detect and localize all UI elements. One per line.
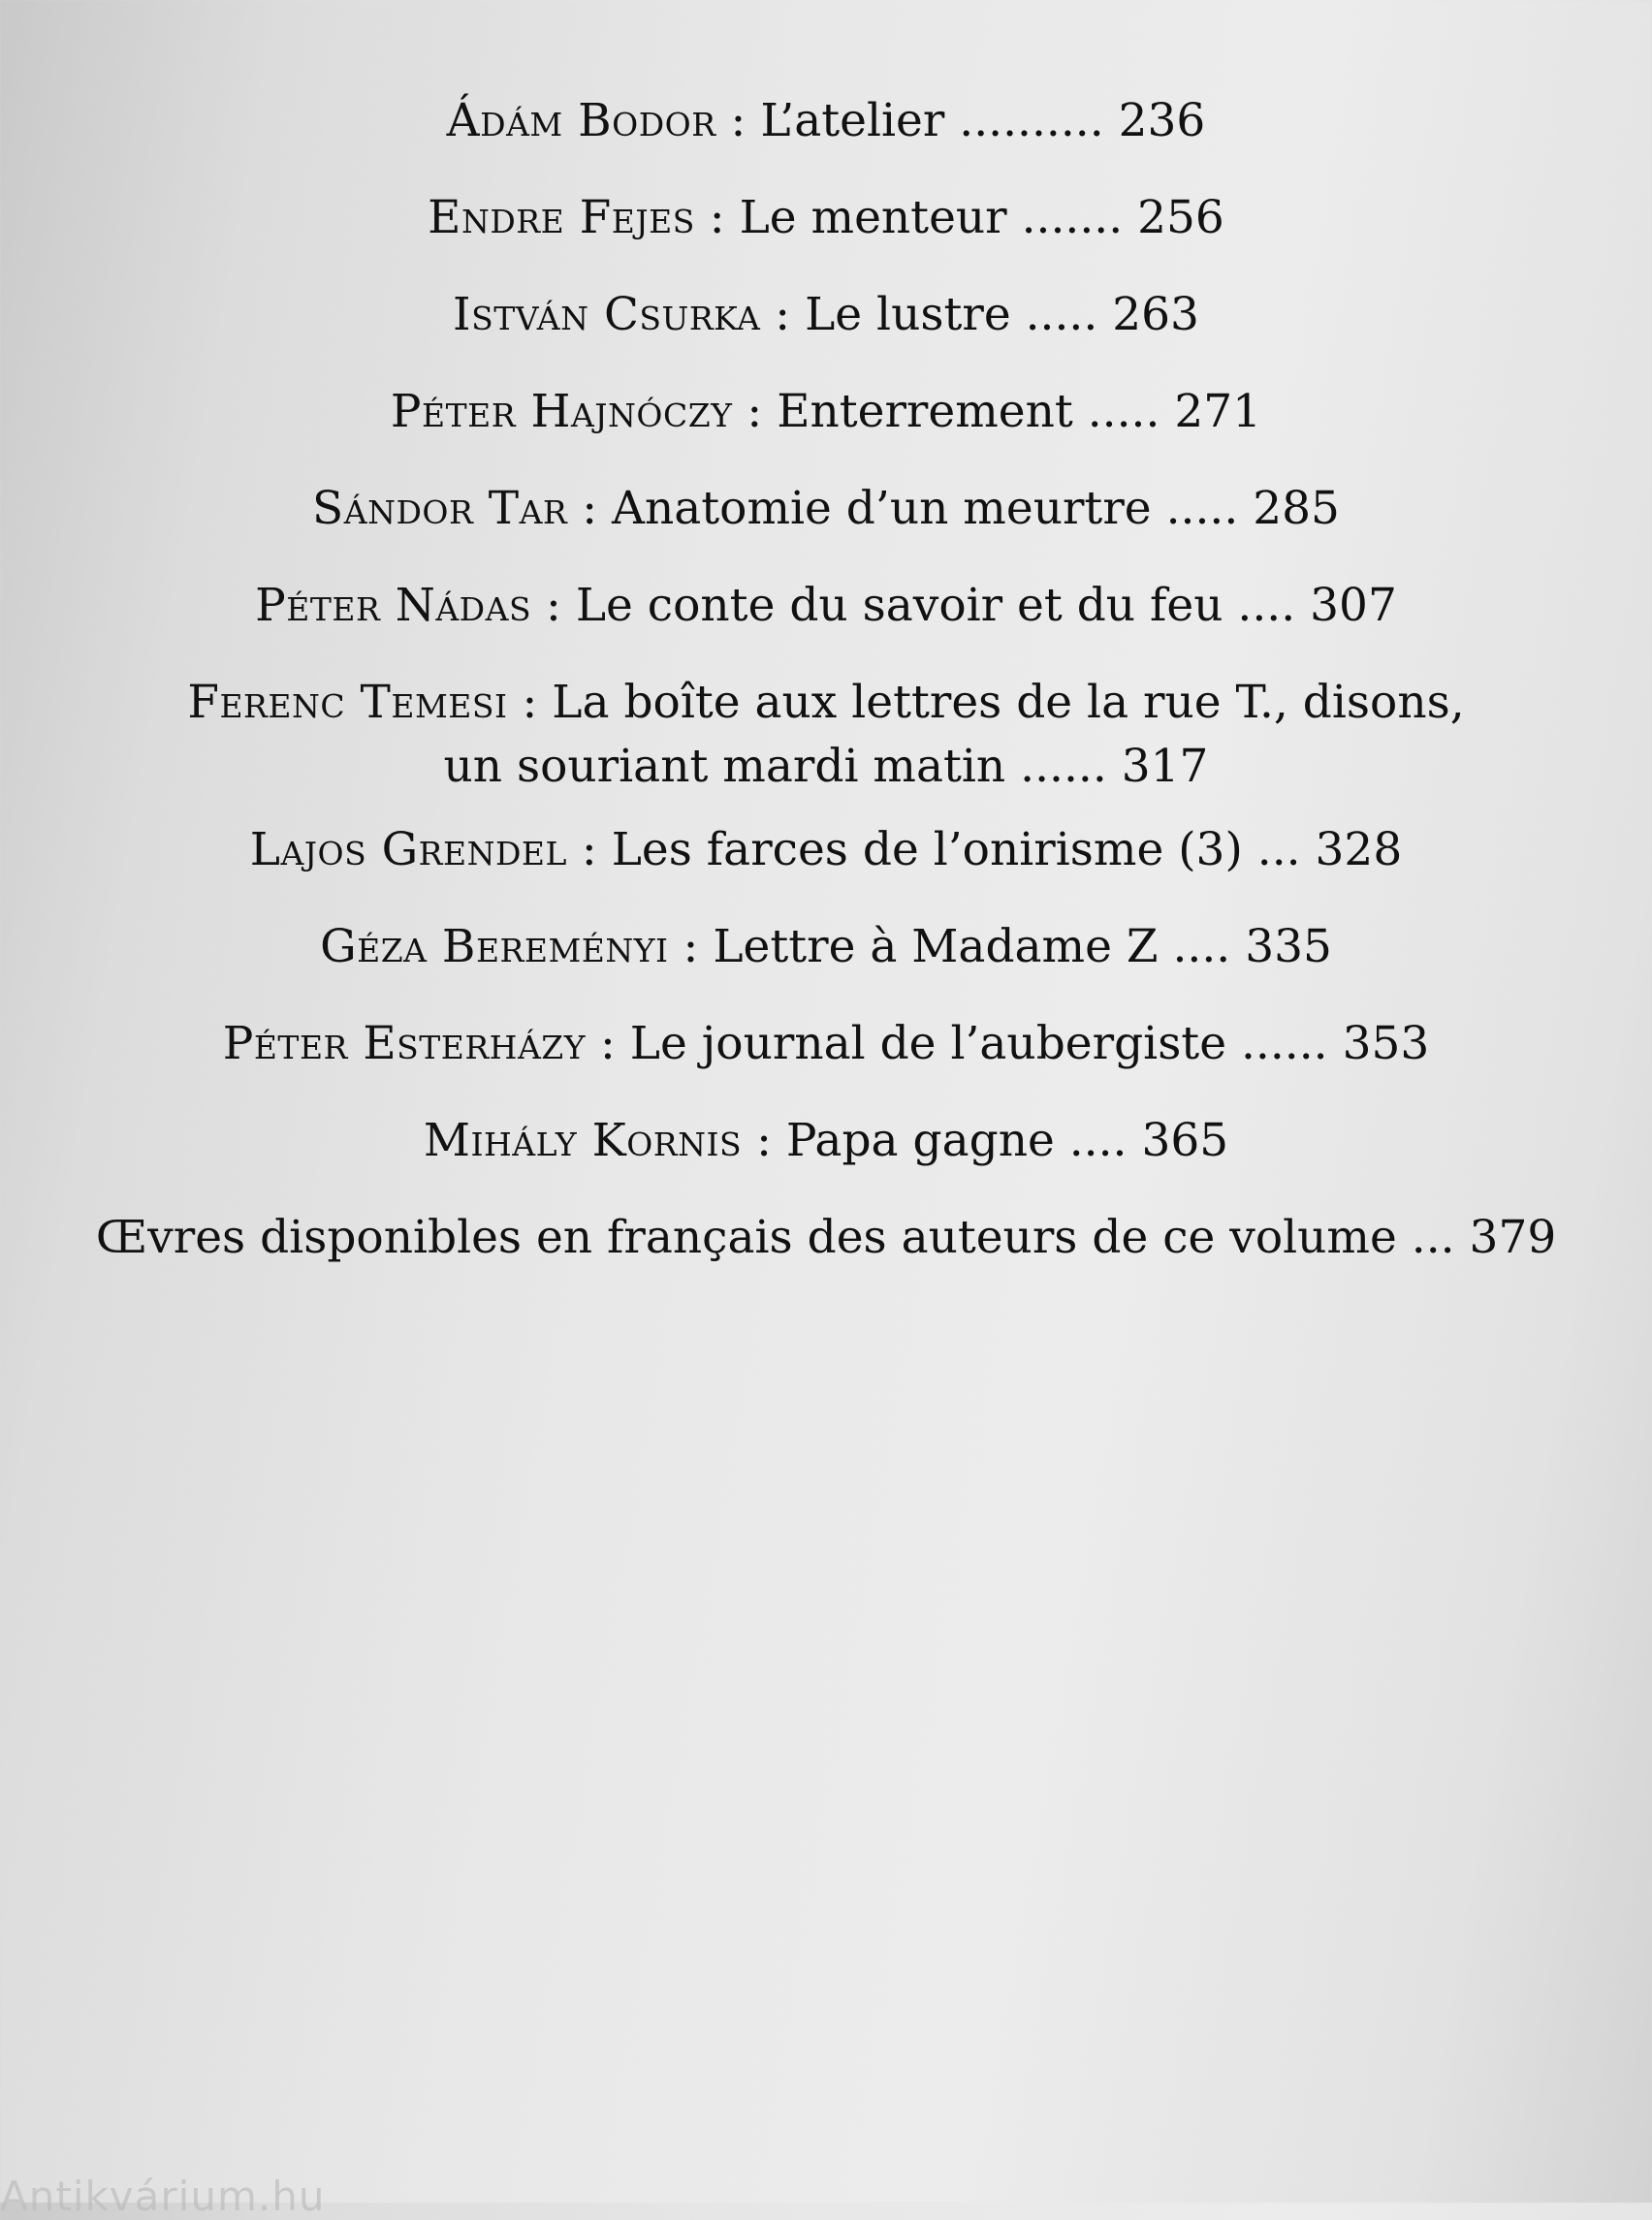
- toc-entry-grendel: [70, 818, 1582, 882]
- toc-page-number: 328: [1315, 823, 1403, 876]
- toc-separator: :: [582, 482, 598, 535]
- toc-leader-dots: ......: [1240, 1017, 1328, 1070]
- toc-page-number: 236: [1118, 94, 1206, 147]
- toc-title-line-2: un souriant mardi matin: [443, 740, 1006, 793]
- toc-leader-dots: .....: [1025, 288, 1098, 341]
- toc-page-number: 365: [1141, 1114, 1229, 1167]
- toc-page-number: 307: [1310, 579, 1397, 632]
- toc-page-number: 353: [1342, 1017, 1430, 1070]
- toc-separator: :: [756, 1114, 772, 1167]
- watermark: Antikvárium.hu: [0, 2172, 326, 2220]
- toc-leader-dots: ...: [1411, 1211, 1455, 1264]
- toc-title: Le menteur: [739, 191, 1007, 244]
- toc-title-line-1: La boîte aux lettres de la rue T., disons,: [552, 676, 1465, 729]
- toc-entry-fejes: [70, 186, 1582, 250]
- toc-page-number: 271: [1174, 385, 1262, 438]
- toc-page-number: 263: [1112, 288, 1199, 341]
- toc-entry-temesi: [70, 671, 1582, 799]
- toc-leader-dots: ......: [1020, 740, 1107, 793]
- toc-page-number: 335: [1245, 920, 1332, 973]
- toc-separator: :: [683, 920, 699, 973]
- toc-title: Le lustre: [805, 288, 1011, 341]
- toc-leader-dots: .......: [1021, 191, 1124, 244]
- toc-author: Péter Hajnóczy: [390, 385, 733, 438]
- toc-author: Péter Nádas: [255, 579, 532, 632]
- toc-title: Œvres disponibles en français des auteurs de ce volume: [95, 1211, 1397, 1264]
- toc-leader-dots: ....: [1237, 579, 1296, 632]
- toc-leader-dots: ....: [1172, 920, 1231, 973]
- toc-separator: :: [546, 579, 561, 632]
- toc-entry-tar: [70, 477, 1582, 541]
- toc-author: Mihály Kornis: [423, 1114, 743, 1167]
- toc-entry-nadas: [70, 574, 1582, 638]
- toc-separator: :: [522, 676, 538, 729]
- toc-page-number: 379: [1469, 1211, 1557, 1264]
- toc-title: Enterrement: [777, 385, 1073, 438]
- toc-entry-beremenyi: [70, 915, 1582, 979]
- toc-entry-csurka: [70, 283, 1582, 347]
- toc-leader-dots: .....: [1087, 385, 1160, 438]
- toc-entry-hajnoczy: [70, 380, 1582, 444]
- toc-author: Ádám Bodor: [446, 94, 716, 147]
- toc-separator: :: [599, 1017, 616, 1070]
- table-of-contents: [0, 89, 1652, 1303]
- toc-leader-dots: ....: [1068, 1114, 1128, 1167]
- toc-title: Les farces de l’onirisme (3): [611, 823, 1243, 876]
- toc-title: Le conte du savoir et du feu: [575, 579, 1223, 632]
- toc-author: Sándor Tar: [312, 482, 568, 535]
- toc-title: L’atelier: [760, 94, 945, 147]
- toc-leader-dots: .....: [1165, 482, 1239, 535]
- toc-author: Lajos Grendel: [249, 823, 567, 876]
- toc-author: Péter Esterházy: [222, 1017, 587, 1070]
- toc-title: Lettre à Madame Z: [713, 920, 1159, 973]
- toc-author: Endre Fejes: [428, 191, 695, 244]
- toc-page-number: 285: [1253, 482, 1340, 535]
- toc-separator: :: [581, 823, 597, 876]
- toc-page-number: 256: [1137, 191, 1224, 244]
- toc-title: Anatomie d’un meurtre: [612, 482, 1152, 535]
- toc-author: Ferenc Temesi: [187, 676, 508, 729]
- toc-leader-dots: ..........: [959, 94, 1104, 147]
- toc-page-number: 317: [1121, 740, 1209, 793]
- toc-entry-kornis: [70, 1109, 1582, 1173]
- toc-title: Le journal de l’aubergiste: [629, 1017, 1227, 1070]
- toc-entry-esterhazy: [70, 1012, 1582, 1076]
- toc-separator: :: [747, 385, 763, 438]
- toc-title: Papa gagne: [785, 1114, 1055, 1167]
- toc-leader-dots: ...: [1256, 823, 1301, 876]
- toc-separator: :: [775, 288, 791, 341]
- toc-separator: :: [730, 94, 747, 147]
- toc-author: Géza Bereményi: [320, 920, 669, 973]
- toc-author: István Csurka: [453, 288, 761, 341]
- toc-entry-bodor: [70, 89, 1582, 153]
- toc-separator: :: [709, 191, 725, 244]
- toc-entry-available-works: [12, 1206, 1640, 1270]
